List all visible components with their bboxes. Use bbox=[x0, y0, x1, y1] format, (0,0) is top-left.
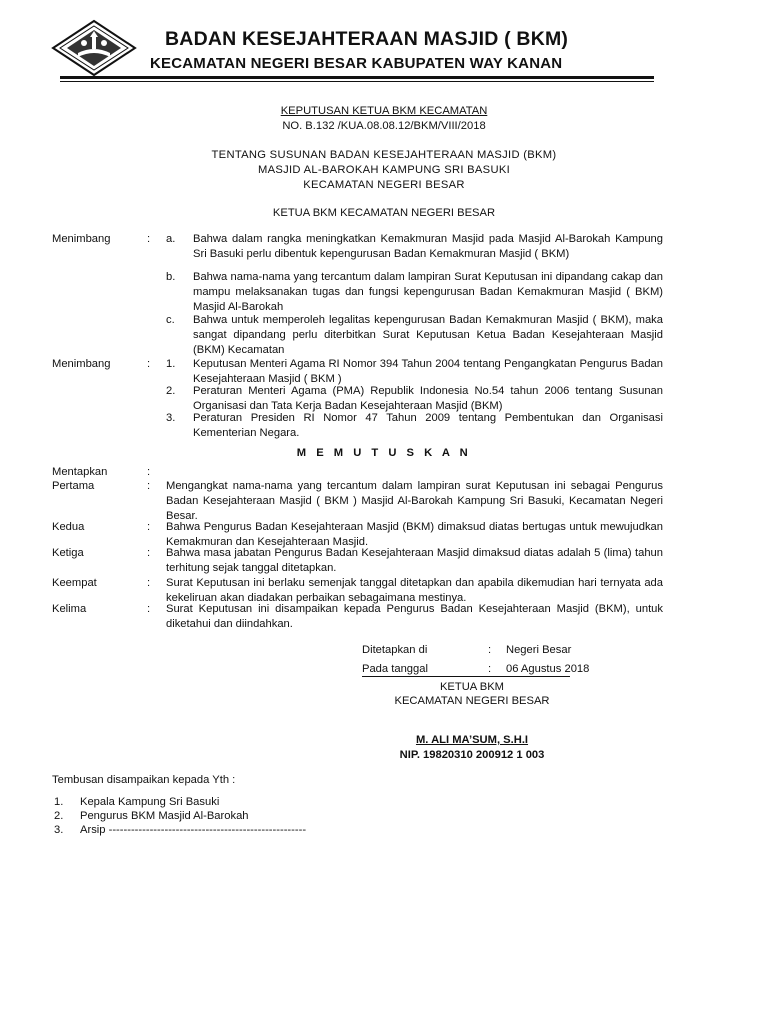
menimbang-colon: : bbox=[147, 358, 151, 370]
consideration-marker: c. bbox=[166, 314, 175, 326]
organization-subtitle: KECAMATAN NEGERI BESAR KABUPATEN WAY KANAN bbox=[150, 55, 563, 72]
decision-colon: : bbox=[147, 480, 151, 492]
regulation-marker: 1. bbox=[166, 358, 176, 370]
consideration-text: Bahwa nama-nama yang tercantum dalam lampiran Surat Keputusan ini dipandang cakap dan mampu melaksanakan tugas dan fungsi kepengurusan Badan Kemakmuran Masjid ( BKM) Masjid Al-Barokah bbox=[193, 271, 663, 313]
decision-text: Mengangkat nama-nama yang tercantum dalam lampiran surat Keputusan ini sebagai Pengurus Badan Kesejahteraan Masjid ( BKM ) Masjid Al-Barokah Kampung Sri Basuki, Kecamatan Negeri Besar. bbox=[166, 480, 663, 522]
date-underline bbox=[362, 676, 570, 677]
decision-text: Bahwa masa jabatan Pengurus Badan Kesejahteraan Masjid dimaksud diatas adalah 5 (lima) tahun terhitung sejak tanggal ditetapkan. bbox=[166, 547, 663, 574]
decision-label: Keempat bbox=[52, 577, 97, 589]
decision-colon: : bbox=[147, 603, 151, 615]
decision-label: Kelima bbox=[52, 603, 87, 615]
decree-number: NO. B.132 /KUA.08.08.12/BKM/VIII/2018 bbox=[282, 120, 486, 132]
regulation-marker: 2. bbox=[166, 385, 176, 397]
signatory-nip: NIP. 19820310 200912 1 003 bbox=[399, 749, 545, 761]
consideration-marker: a. bbox=[166, 233, 176, 245]
cc-item: Kepala Kampung Sri Basuki bbox=[80, 796, 220, 808]
consideration-marker: b. bbox=[166, 271, 176, 283]
regulation-marker: 3. bbox=[166, 412, 176, 424]
decree-about-line2: MASJID AL-BAROKAH KAMPUNG SRI BASUKI bbox=[257, 164, 510, 176]
regulation-text: Keputusan Menteri Agama RI Nomor 394 Tahun 2004 tentang Pengangkatan Pengurus Badan Kesejahteraan Masjid ( BKM ) bbox=[193, 358, 663, 385]
decision-text: Surat Keputusan ini berlaku semenjak tanggal ditetapkan dan apabila dikemudian hari ternyata ada kekeliruan akan diadakan perbaikan sebagaimana mestinya. bbox=[166, 577, 663, 604]
decision-label: Mentapkan bbox=[52, 466, 108, 478]
decision-label: Ketiga bbox=[52, 547, 84, 559]
cc-item: Pengurus BKM Masjid Al-Barokah bbox=[80, 810, 249, 822]
place-label: Ditetapkan di bbox=[362, 644, 428, 656]
decision-label: Pertama bbox=[52, 480, 95, 492]
organization-title: BADAN KESEJAHTERAAN MASJID ( BKM) bbox=[165, 28, 569, 50]
cc-title: Tembusan disampaikan kepada Yth : bbox=[52, 774, 236, 786]
menimbang-colon: : bbox=[147, 233, 151, 245]
cc-marker: 1. bbox=[54, 796, 64, 808]
signatory-name: M. ALI MA’SUM, S.H.I bbox=[415, 734, 529, 746]
consideration-text: Bahwa untuk memperoleh legalitas kepengurusan Badan Kemakmuran Masjid ( BKM), maka sangat dipandang perlu diterbitkan Surat Keputusan Ketua Badan Kesejahteraan Masjid (BKM) Kecamatan bbox=[193, 314, 663, 356]
decision-colon: : bbox=[147, 521, 151, 533]
date-colon: : bbox=[488, 663, 492, 675]
place-value: Negeri Besar bbox=[506, 644, 572, 656]
consideration-text: Bahwa dalam rangka meningkatkan Kemakmuran Masjid pada Masjid Al-Barokah Kampung Sri Basuki perlu dibentuk kepengurusan Badan Kemakmuran Masjid ( BKM) bbox=[193, 233, 663, 260]
header-divider-thick bbox=[60, 76, 654, 79]
cc-marker: 2. bbox=[54, 810, 64, 822]
place-colon: : bbox=[488, 644, 492, 656]
signatory-role-district: KECAMATAN NEGERI BESAR bbox=[394, 695, 550, 707]
ministry-logo bbox=[51, 19, 137, 77]
menimbang-label: Menimbang bbox=[52, 358, 111, 370]
header-divider-thin bbox=[60, 81, 654, 82]
decree-issuer: KETUA BKM KECAMATAN NEGERI BESAR bbox=[272, 207, 496, 219]
menimbang-label: Menimbang bbox=[52, 233, 111, 245]
date-label: Pada tanggal bbox=[362, 663, 428, 675]
decree-title: KEPUTUSAN KETUA BKM KECAMATAN bbox=[280, 105, 488, 117]
decision-text: Bahwa Pengurus Badan Kesejahteraan Masjid (BKM) dimaksud diatas bertugas untuk mewujudkan Kemakmuran dan Kesejahteraan Masjid. bbox=[166, 521, 663, 548]
cc-marker: 3. bbox=[54, 824, 64, 836]
cc-item: Arsip ----------------------------------------------------- bbox=[80, 824, 307, 836]
regulation-text: Peraturan Menteri Agama (PMA) Republik Indonesia No.54 tahun 2006 tentang Susunan Organisasi dan Tata Kerja Badan Kesejahteraan Masjid (BKM) bbox=[193, 385, 663, 412]
regulation-text: Peraturan Presiden RI Nomor 47 Tahun 2009 tentang Pembentukan dan Organisasi Kementerian Negara. bbox=[193, 412, 663, 439]
date-value: 06 Agustus 2018 bbox=[506, 663, 590, 675]
decision-label: Kedua bbox=[52, 521, 85, 533]
decision-colon: : bbox=[147, 466, 151, 478]
memutuskan-heading: M E M U T U S K A N bbox=[296, 447, 472, 459]
signatory-role: KETUA BKM bbox=[439, 681, 505, 693]
decree-about-line1: TENTANG SUSUNAN BADAN KESEJAHTERAAN MASJID (BKM) bbox=[211, 149, 557, 161]
decree-about-line3: KECAMATAN NEGERI BESAR bbox=[303, 179, 465, 191]
decision-text: Surat Keputusan ini disampaikan kepada Pengurus Badan Kesejahteraan Masjid (BKM), untuk diketahui dan diindahkan. bbox=[166, 603, 663, 630]
decision-colon: : bbox=[147, 547, 151, 559]
decision-colon: : bbox=[147, 577, 151, 589]
